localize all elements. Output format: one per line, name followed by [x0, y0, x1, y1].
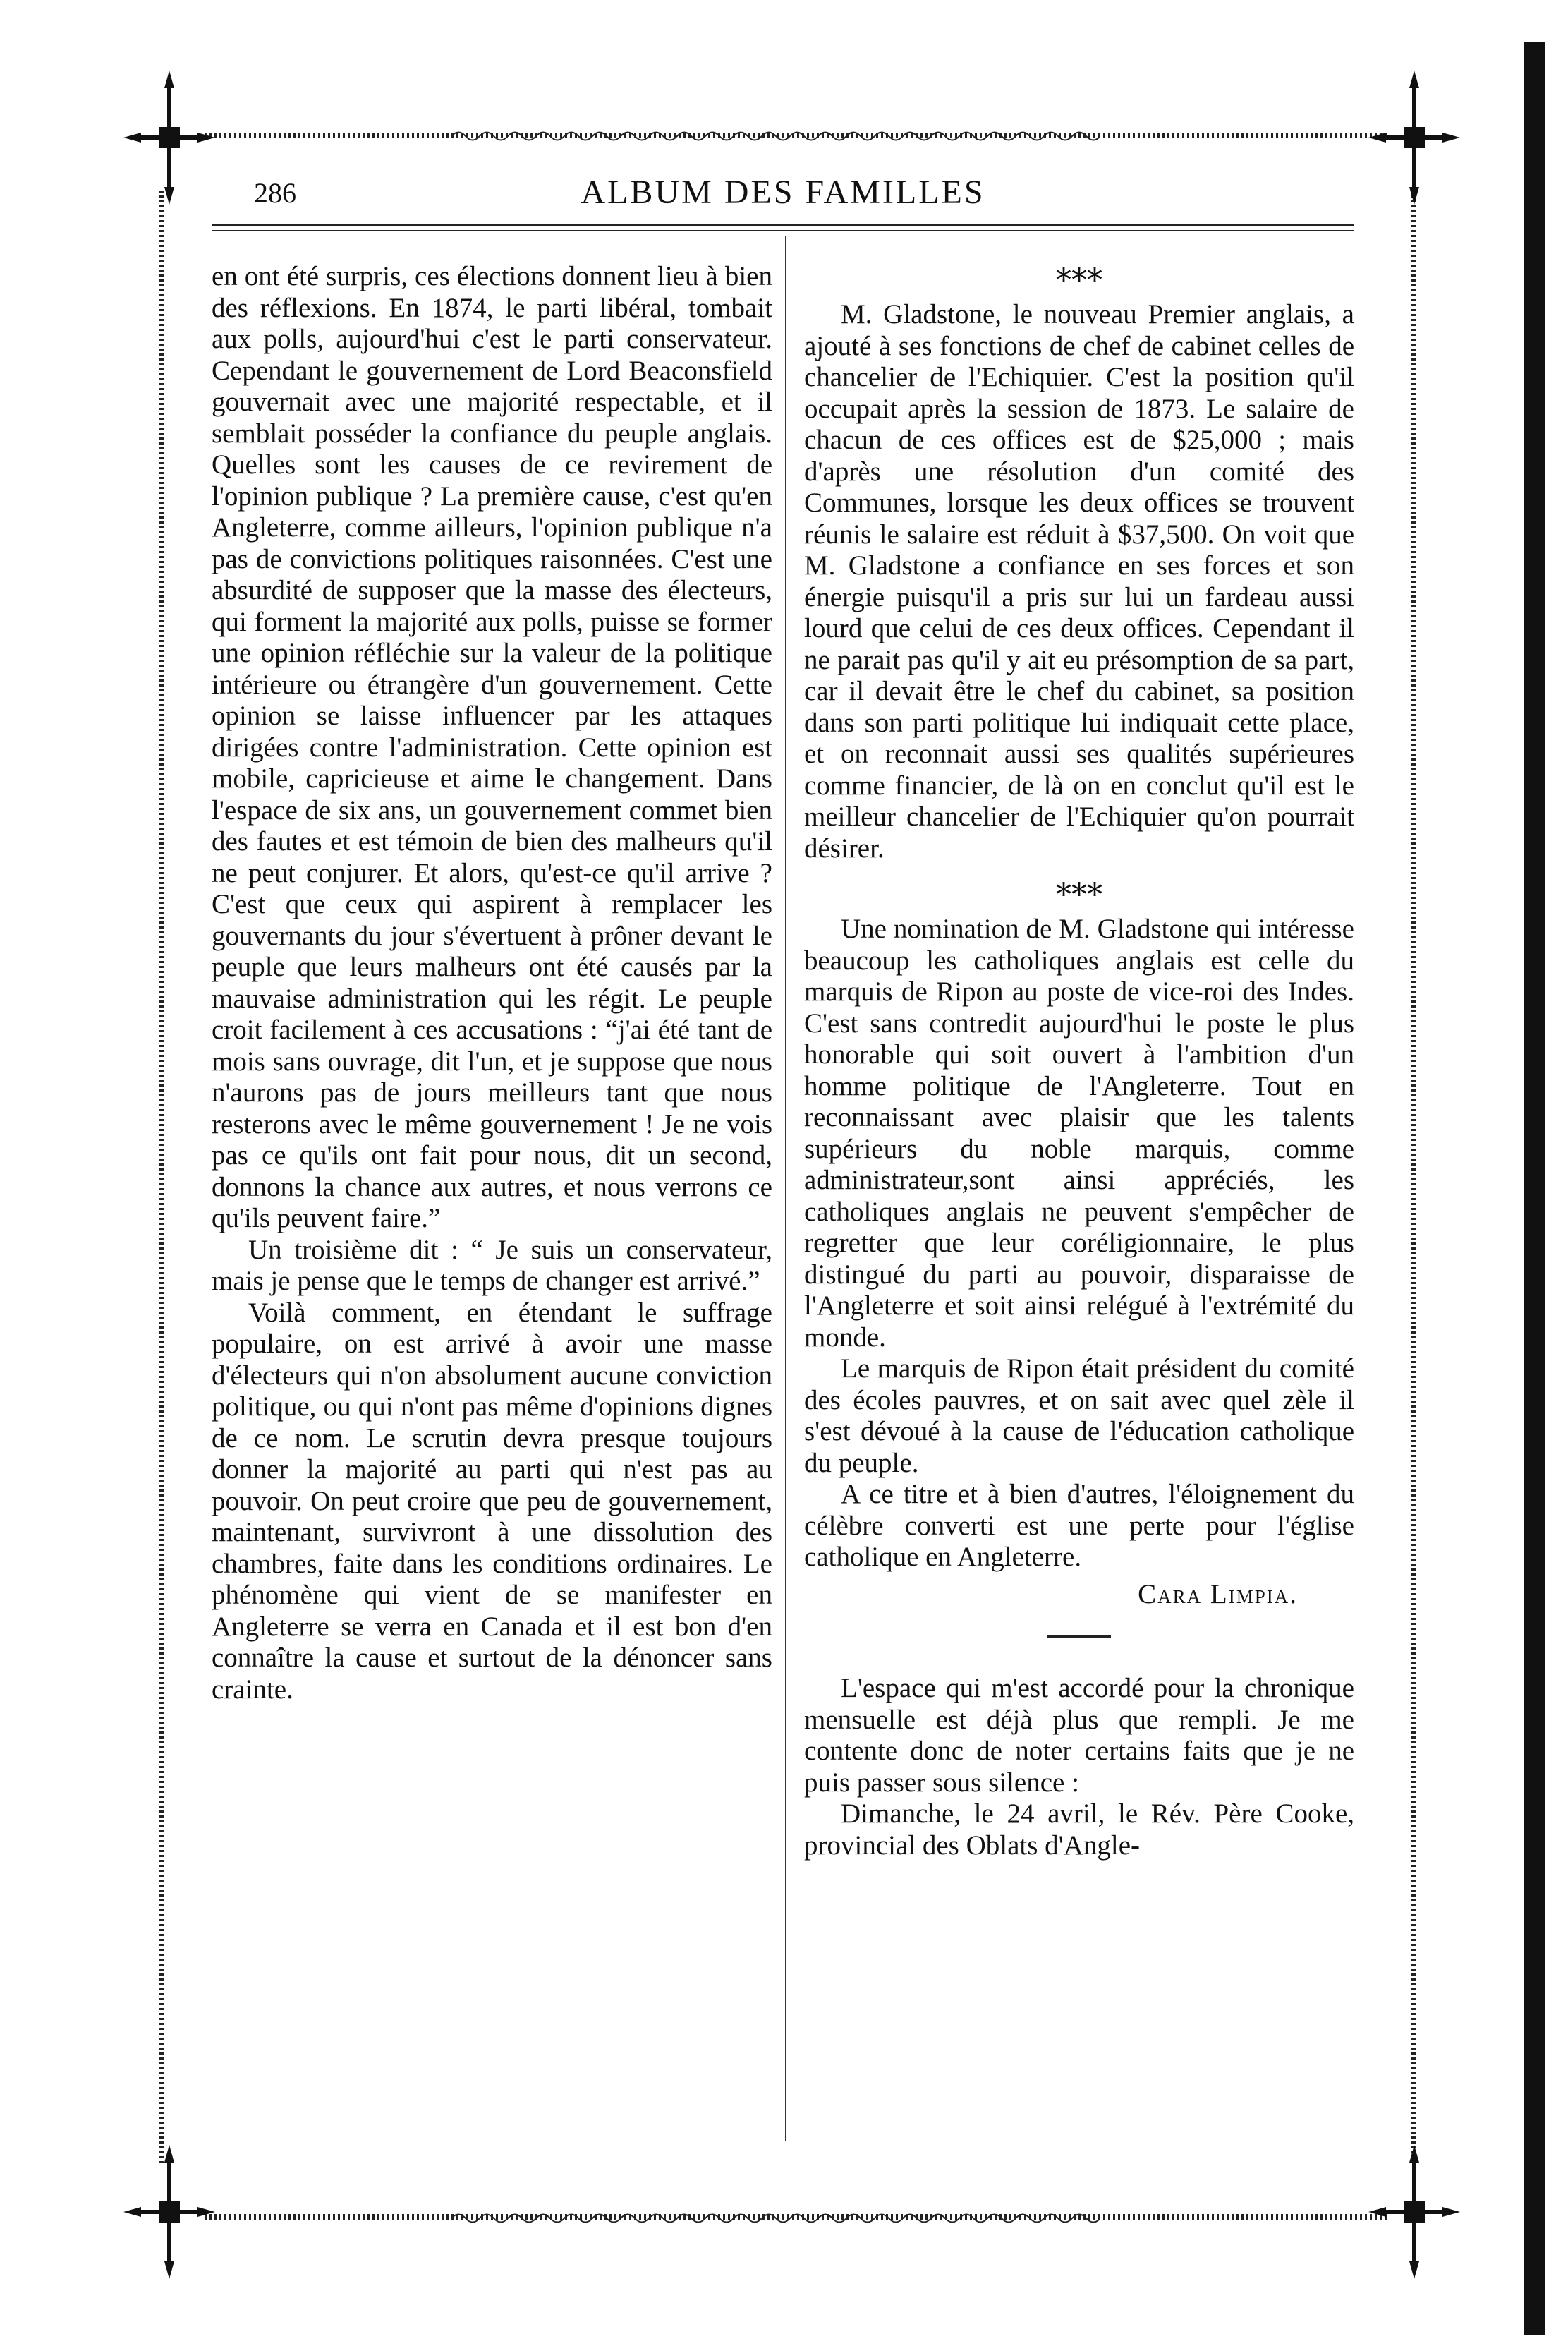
corner-ornament-top-right — [1368, 71, 1460, 205]
right-section2-paragraph-1: Une nomination de M. Gladstone qui intéresse beaucoup les catholiques anglais est celle du marquis de Ripon au poste de vice-roi des Indes. C'est sans contredit aujourd'hui le poste le plus honorable qui soit ouvert à l'ambition d'un homme politique de l'Angleterre. Tout en reconnaissant avec plaisir que les talents supérieurs du noble marquis, comme administrateur,sont ainsi appréciés, les catholiques anglais ne peuvent s'empêcher de regretter que leur coréligionnaire, le plus distingué du parti au pouvoir, disparaisse de l'Angleterre et soit ainsi relégué à l'extrémité du monde. — [804, 914, 1354, 1353]
right-column — [804, 261, 1354, 1861]
corner-ornament-bottom-left — [123, 2145, 215, 2279]
header-rule-bottom — [212, 230, 1354, 231]
header-rule-top — [212, 224, 1354, 226]
column-divider — [785, 236, 786, 2141]
left-column — [212, 261, 772, 1705]
right-section1-paragraph: M. Gladstone, le nouveau Premier anglais, a ajouté à ses fonctions de chef de cabinet celles de chancelier de l'Echiquier. C'est la position qu'il occupait après la session de 1873. Le salaire de chacun de ces offices est de $25,000 ; mais d'après une résolution d'un comité des Communes, lorsque les deux offices se trouvent réunis le salaire est réduit à $37,500. On voit que M. Gladstone a confiance en ses forces et son énergie puisqu'il a pris sur lui un fardeau aussi lourd que celui de ces deux offices. Cependant il ne parait pas qu'il y ait eu présomption de sa part, car il devait être le chef du cabinet, sa position dans son parti politique lui indiquait cette place, et on reconnait aussi ses qualités supérieures comme financier, de là on en conclut qu'il est le meilleur chancelier de l'Echiquier qu'on pourrait désirer. — [804, 299, 1354, 864]
page-number: 286 — [254, 177, 296, 209]
right-section2-paragraph-2: Le marquis de Ripon était président du comité des écoles pauvres, et on sait avec quel zèle il s'est dévoué à la cause de l'éducation catholique du peuple. — [804, 1353, 1354, 1478]
page-header — [212, 173, 1354, 222]
right-section3-paragraph-2: Dimanche, le 24 avril, le Rév. Père Cooke, provincial des Oblats d'Angle- — [804, 1798, 1354, 1861]
wave-ornament-bottom — [451, 2211, 1100, 2226]
scan-edge-bar — [1524, 42, 1545, 2335]
asterism-2: *** — [1056, 877, 1102, 913]
corner-ornament-bottom-right — [1368, 2145, 1460, 2279]
frame-left-line — [159, 191, 164, 2166]
left-paragraph-1: en ont été surpris, ces élections donnent lieu à bien des réflexions. En 1874, le parti libéral, tombait aux polls, aujourd'hui c'est le parti conservateur. Cependant le gouvernement de Lord Beaconsfield gouvernait avec une majorité respectable, et il semblait posséder la confiance du peuple anglais. Quelles sont les causes de ce revirement de l'opinion publique ? La première cause, c'est qu'en Angleterre, comme ailleurs, l'opinion publique n'a pas de convictions politiques raisonnées. C'est une absurdité de supposer que la masse des électeurs, qui forment la majorité aux polls, puisse se former une opinion réfléchie sur la valeur de la politique intérieure ou étrangère d'un gouvernement. Cette opinion se laisse influencer par les attaques dirigées contre l'administration. Cette opinion est mobile, capricieuse et aime le changement. Dans l'espace de six ans, un gouvernement commet bien des fautes et est témoin de bien des malheurs qu'il ne peut conjurer. Et alors, qu'est-ce qu'il arrive ? C'est que ceux qui aspirent à remplacer les gouvernants du jour s'évertuent à prôner devant le peuple que leurs malheurs ont été causés par la mauvaise administration qui les régit. Le peuple croit facilement à ces accusations : “j'ai été tant de mois sans ouvrage, dit l'un, et je suppose que nous n'aurons pas de jours meilleurs tant que nous resterons avec le même gouvernement ! Je ne vois pas ce qu'ils ont fait pour nous, dit un second, donnons la chance aux autres, et nous verrons ce qu'ils peuvent faire.” — [212, 261, 772, 1233]
section-rule — [1047, 1635, 1111, 1638]
right-section2-paragraph-3: A ce titre et à bien d'autres, l'éloignement du célèbre converti est une perte pour l'église catholique en Angleterre. — [804, 1479, 1354, 1572]
signature: Cara Limpia. — [1138, 1578, 1298, 1609]
left-paragraph-3: Voilà comment, en étendant le suffrage populaire, on est arrivé à avoir une masse d'électeurs qui n'on absolument aucune conviction politique, ou qui n'ont pas même d'opinions dignes de ce nom. Le scrutin devra presque toujours donner la majorité au parti qui n'est pas au pouvoir. On peut croire que peu de gouvernement, maintenant, survivront à une dissolution des chambres, faite dans les conditions ordinaires. Le phénomène qui vient de se manifester en Angleterre se verra en Canada et il est bon d'en connaître la cause et surtout de la dénoncer sans crainte. — [212, 1297, 772, 1705]
wave-ornament-top — [451, 128, 1100, 144]
frame-right-line — [1411, 191, 1416, 2166]
running-head: ALBUM DES FAMILLES — [581, 174, 985, 211]
left-paragraph-2: Un troisième dit : “ Je suis un conservateur, mais je pense que le temps de changer est arrivé.” — [212, 1234, 772, 1296]
asterism-1: *** — [1056, 262, 1102, 298]
corner-ornament-top-left — [123, 71, 215, 205]
right-section3-paragraph-1: L'espace qui m'est accordé pour la chronique mensuelle est déjà plus que rempli. Je me contente donc de noter certains faits que je ne puis passer sous silence : — [804, 1673, 1354, 1798]
